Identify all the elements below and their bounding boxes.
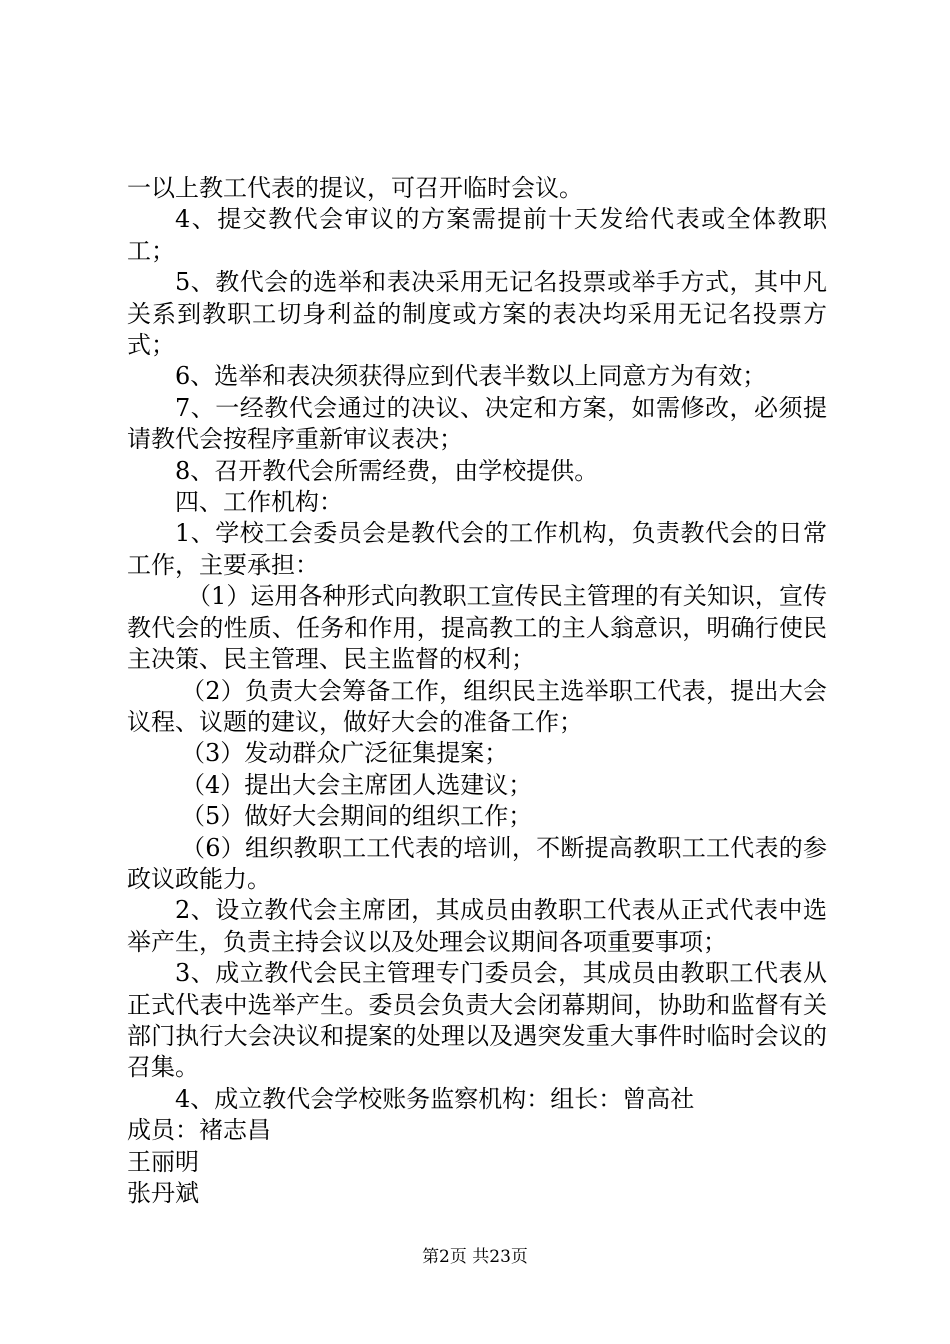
paragraph-item-8: 8、召开教代会所需经费，由学校提供。 xyxy=(175,456,599,485)
member-line-3: 张丹斌 xyxy=(127,1179,199,1207)
paragraph-item-6: 6、选举和表决须获得应到代表半数以上同意方为有效； xyxy=(175,362,767,391)
paragraph-organization-3: 3、成立教代会民主管理专门委员会，其成员由教职工代表从正式代表中选举产生。委员会负责大会闭幕期间，协助和监督有关部门执行大会决议和提案的处理以及遇突发重大事件时临时会议的召集。 xyxy=(127,959,827,1082)
paragraph-continuation: 一以上教工代表的提议，可召开临时会议。 xyxy=(127,174,583,202)
member-line-1: 成员：褚志昌 xyxy=(127,1116,271,1145)
sub-item-4: （4）提出大会主席团人选建议； xyxy=(181,770,533,799)
document-body xyxy=(127,173,827,1209)
page-number-footer: 第2页 共23页 xyxy=(422,1247,528,1267)
sub-item-6: （6）组织教职工工代表的培训，不断提高教职工工代表的参政议政能力。 xyxy=(127,833,827,893)
sub-item-2: （2）负责大会筹备工作，组织民主选举职工代表，提出大会议程、议题的建议，做好大会的准备工作； xyxy=(127,676,827,736)
sub-item-3: （3）发动群众广泛征集提案； xyxy=(181,739,509,768)
paragraph-item-7: 7、一经教代会通过的决议、决定和方案，如需修改，必须提请教代会按程序重新审议表决； xyxy=(127,393,827,454)
sub-item-5: （5）做好大会期间的组织工作； xyxy=(181,802,533,831)
paragraph-item-4: 4、提交教代会审议的方案需提前十天发给代表或全体教职工； xyxy=(127,205,827,265)
sub-item-1: （1）运用各种形式向教职工宣传民主管理的有关知识，宣传教代会的性质、任务和作用，提高教工的主人翁意识，明确行使民主决策、民主管理、民主监督的权利； xyxy=(127,582,827,674)
paragraph-organization-4: 4、成立教代会学校账务监察机构：组长：曾高社 xyxy=(175,1084,695,1113)
paragraph-item-5: 5、教代会的选举和表决采用无记名投票或举手方式，其中凡关系到教职工切身利益的制度或方案的表决均采用无记名投票方式； xyxy=(127,268,827,360)
paragraph-organization-1: 1、学校工会委员会是教代会的工作机构，负责教代会的日常工作，主要承担： xyxy=(127,519,827,579)
paragraph-organization-2: 2、设立教代会主席团，其成员由教职工代表从正式代表中选举产生，负责主持会议以及处理会议期间各项重要事项； xyxy=(127,896,827,956)
member-line-2: 王丽明 xyxy=(127,1147,199,1176)
section-heading-work-organization: 四、工作机构： xyxy=(175,488,343,517)
